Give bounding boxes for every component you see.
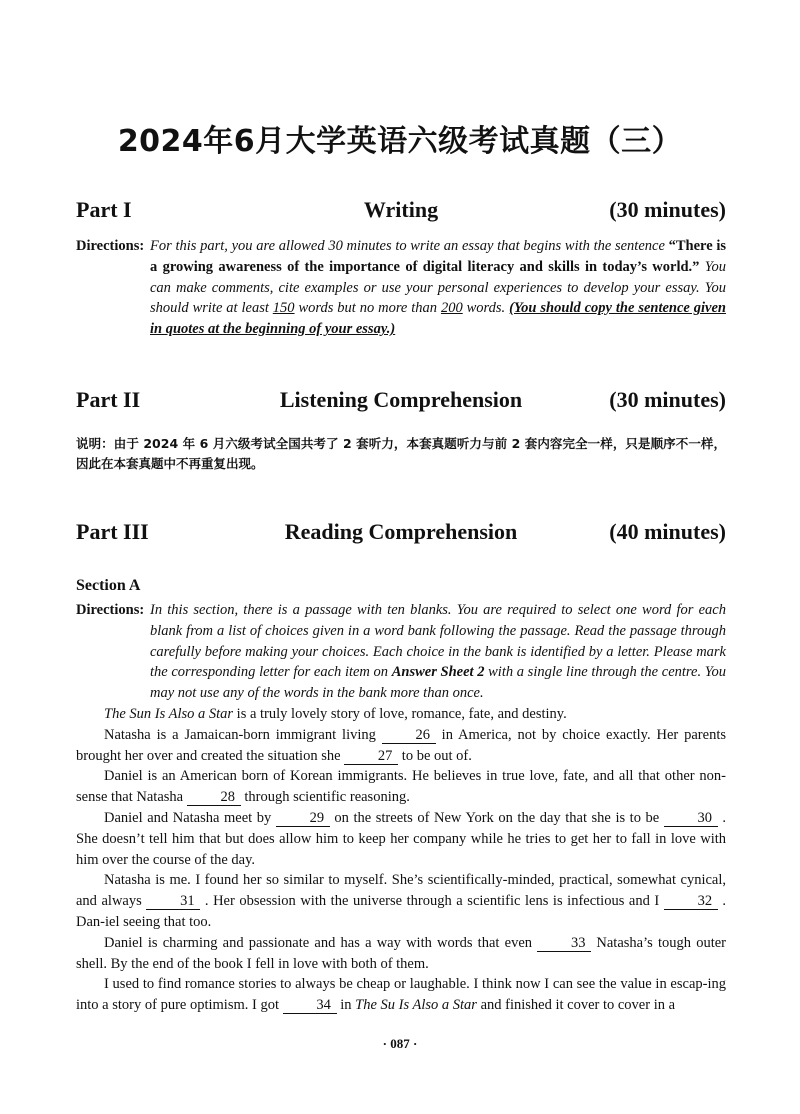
part2-number: Part II — [76, 387, 141, 412]
passage-text: I used to find romance stories to always be cheap or laughable. I think now I can see the value in escap-ing into a story of pure optimism. I got — [76, 976, 726, 1014]
book-title: The Su Is Also a Star — [355, 997, 477, 1014]
passage-text: Daniel and Natasha meet by — [104, 809, 276, 826]
passage-paragraph — [76, 725, 726, 767]
passage-text: and finished it cover to cover in a — [476, 997, 676, 1014]
part1-dir-note: (You should copy the sentence given in quotes at the beginning of your essay.) — [150, 300, 726, 338]
answer-sheet-ref: Answer Sheet 2 — [391, 664, 485, 681]
passage-paragraph — [76, 870, 726, 932]
part1-dir-text-c: words but no more than — [294, 300, 441, 317]
passage-text: Natasha is me. I found her so similar to myself. She’s scientifically-minded, practical, somewhat cynical, and always — [76, 872, 726, 910]
passage-paragraph — [76, 933, 726, 975]
part3-directions-body — [150, 600, 726, 704]
passage-text: Natasha is a Jamaican-born immigrant living — [104, 726, 382, 743]
page-title: 2024年6月大学英语六级考试真题（三） — [117, 124, 683, 159]
part1-name: Writing — [363, 197, 439, 222]
directions-label: Directions: — [76, 602, 145, 618]
part1-dir-text-b: You can make comments, cite examples or use your personal experiences to develop your essay. You should write at least — [150, 258, 726, 317]
passage-text: Daniel is an American born of Korean immigrants. He believes in true love, fate, and all that other non-sense that Natasha — [76, 768, 726, 806]
passage-text: in America, not by choice exactly. Her parents brought her over and created the situation she — [76, 726, 726, 764]
part1-min-words: 150 — [272, 300, 295, 317]
passage-text: through scientific reasoning. — [240, 789, 410, 806]
blank-33: 33 — [537, 935, 591, 952]
part1-max-words: 200 — [440, 300, 463, 317]
part2-time: (30 minutes) — [609, 387, 726, 412]
blank-26: 26 — [382, 727, 436, 744]
reading-passage — [76, 704, 726, 1016]
part2-note: 说明：由于 2024 年 6 月六级考试全国共考了 2 套听力，本套真题听力与前 2 套内容完全一样，只是顺序不一样，因此在本套真题中不再重复出现。 — [76, 436, 726, 471]
part1-header — [76, 197, 726, 227]
part3-dir-text-b: with a single line through the centre. You may not use any of the words in the bank more than once. — [150, 664, 726, 702]
passage-text: in — [336, 997, 356, 1014]
part2-name: Listening Comprehension — [279, 387, 523, 412]
part3-dir-text-a: In this section, there is a passage with ten blanks. You are required to select one word for each blank from a list of choices given in a word bank following the passage. Read the passage through carefully before making your choices. Each choice in the bank is identified by a letter. Please mark the corresponding letter for each item on — [150, 602, 726, 681]
passage-text: is a truly lovely story of love, romance, fate, and destiny. — [233, 706, 567, 722]
directions-label: Directions: — [76, 238, 145, 254]
blank-27: 27 — [344, 748, 398, 765]
passage-paragraph — [76, 704, 726, 725]
part1-directions — [76, 236, 726, 340]
passage-paragraph — [76, 766, 726, 808]
blank-28: 28 — [187, 789, 241, 806]
section-a-heading: Section A — [76, 577, 141, 594]
blank-34: 34 — [283, 997, 337, 1014]
part3-name: Reading Comprehension — [284, 519, 518, 544]
blank-30: 30 — [664, 810, 718, 827]
part3-header — [76, 519, 726, 549]
passage-text: on the streets of New York on the day that she is to be — [329, 809, 664, 826]
page-number: · 087 · — [382, 1036, 418, 1051]
passage-text: . Her obsession with the universe through a scientific lens is infectious and I — [200, 893, 664, 910]
part3-directions — [76, 600, 726, 704]
passage-paragraph — [76, 808, 726, 870]
part1-time: (30 minutes) — [609, 197, 726, 222]
passage-text: . She doesn’t tell him that but does allow him to keep her company while he tries to get her to fall in love with him over the course of the day. — [76, 809, 726, 868]
part1-dir-quote: “There is a growing awareness of the importance of digital literacy and skills in today’s world.” — [150, 238, 726, 275]
part2-header — [76, 387, 726, 417]
passage-text: . Dan-iel seeing that too. — [76, 893, 727, 930]
part1-dir-text-a: For this part, you are allowed 30 minutes to write an essay that begins with the sentence — [150, 238, 669, 254]
part3-number: Part III — [76, 519, 149, 544]
blank-29: 29 — [276, 810, 330, 827]
passage-text: to be out of. — [398, 747, 472, 764]
part3-time: (40 minutes) — [609, 519, 726, 544]
passage-text: Daniel is charming and passionate and has a way with words that even — [104, 934, 538, 951]
blank-32: 32 — [664, 893, 718, 910]
book-title: The Sun Is Also a Star — [104, 706, 234, 722]
passage-paragraph — [76, 974, 726, 1016]
blank-31: 31 — [146, 893, 200, 910]
part1-number: Part I — [76, 197, 132, 222]
part1-dir-text-d: words. — [462, 300, 510, 317]
part1-directions-body — [150, 236, 726, 340]
passage-text: Natasha’s tough outer shell. By the end of the book I fell in love with both of them. — [76, 934, 726, 972]
